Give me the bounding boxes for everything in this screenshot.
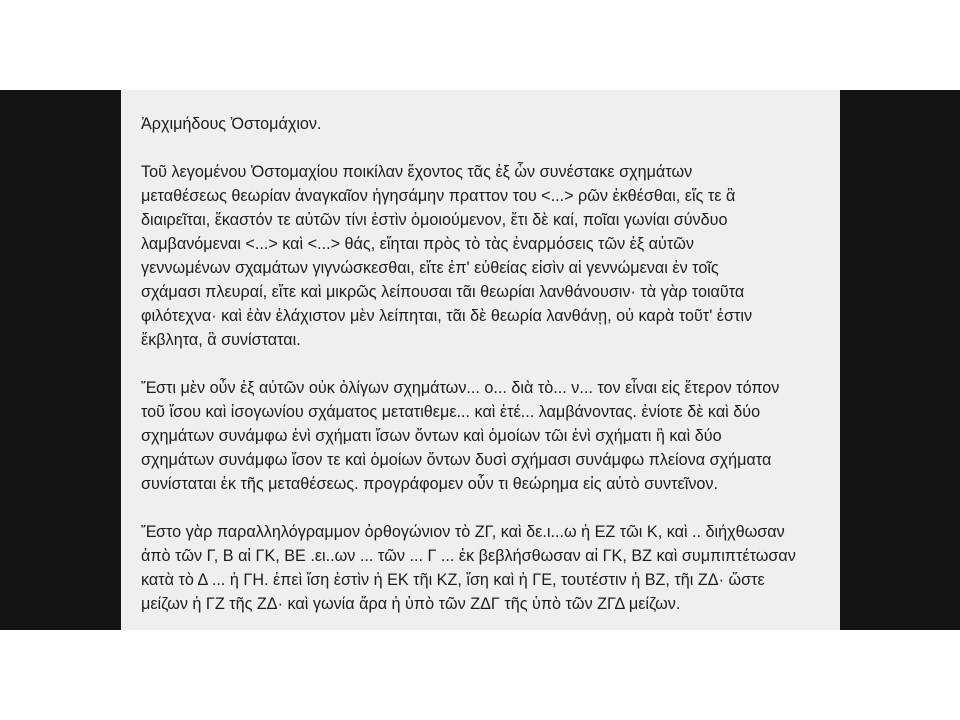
text-line: γεννωμένων σχαμάτων γιγνώσκεσθαι, εἴτε ἐπ' εὐθείας εἰσὶν αἱ γεννώμεναι ἐν τοῖς <box>141 259 719 277</box>
document-text <box>141 112 831 640</box>
text-line: τοῦ ἴσου καὶ ἰσογωνίου σχάματος μετατιθεμε... καὶ ἑτέ... λαμβάνοντας. ἐνίοτε δὲ καὶ δύο <box>141 403 761 421</box>
text-line: σχάμασι πλευραί, εἴτε καὶ μικρῶς λείπουσαι τᾶι θεωρίαι λανθάνουσιν· τὰ γὰρ τοιαῦτα <box>141 283 745 301</box>
text-line: λαμβανόμεναι <...> καὶ <...> θάς, εἴηται πρὸς τὸ τὰς ἐναρμόσεις τῶν ἐξ αὐτῶν <box>141 235 694 253</box>
text-line: σχημάτων συνάμφω ἑνὶ σχήματι ἴσων ὄντων καὶ ὁμοίων τῶι ἑνὶ σχήματι ἢ καὶ δύο <box>141 427 722 445</box>
text-line: Ἔστο γὰρ παραλληλόγραμμον ὀρθογώνιον τὸ ΖΓ, καὶ δε.ι...ω ἡ ΕΖ τῶι Κ, καὶ .. διήχθωσαν <box>141 523 785 541</box>
text-line: Τοῦ λεγομένου Ὀστομαχίου ποικίλαν ἔχοντος τᾶς ἐξ ὧν συνέστακε σχημάτων <box>141 163 693 181</box>
text-line: κατὰ τὸ Δ ... ἡ ΓΗ. ἐπεὶ ἴση ἐστὶν ἡ ΕΚ τῆι ΚΖ, ἴση καὶ ἡ ΓΕ, τουτέστιν ἡ ΒΖ, τῆι ΖΔ· ὥστε <box>141 571 765 589</box>
document-title: Ἀρχιμήδους Ὀστομάχιον. <box>141 115 322 133</box>
text-line: Ἔστι μὲν οὖν ἐξ αὐτῶν οὐκ ὀλίγων σχημάτων... ο... διὰ τὸ... ν... τον εἶναι εἰς ἕτερον τόπον <box>141 379 780 397</box>
document-page <box>121 90 840 630</box>
text-line: μείζων ἡ ΓΖ τῆς ΖΔ· καὶ γωνία ἄρα ἡ ὑπὸ τῶν ΖΔΓ τῆς ὑπὸ τῶν ΖΓΔ μείζων. <box>141 595 681 613</box>
text-line: φιλότεχνα· καὶ ἐὰν ἐλάχιστον μὲν λείπηται, τᾶι δὲ θεωρία λανθάνῃ, οὐ καρὰ τοῦτ' ἐστιν <box>141 307 753 325</box>
text-line: ἀπὸ τῶν Γ, Β αἱ ΓΚ, ΒΕ .ει..ων ... τῶν ... Γ ... ἐκ βεβλήσθωσαν αἱ ΓΚ, ΒΖ καὶ συμπιπτέτωσαν <box>141 547 796 565</box>
text-line: μεταθέσεως θεωρίαν ἀναγκαῖον ἡγησάμην πραττον του <...> ρῶν ἐκθέσθαι, εἴς τε ἃ <box>141 187 736 205</box>
text-line: ἔκβλητα, ἃ συνίσταται. <box>141 331 301 349</box>
paragraph <box>141 160 831 352</box>
paragraph <box>141 520 831 616</box>
text-line: συνίσταται ἐκ τῆς μεταθέσεως. προγράφομεν οὖν τι θεώρημα εἰς αὐτὸ συντεῖνον. <box>141 475 719 493</box>
text-line: διαιρεῖται, ἕκαστόν τε αὐτῶν τίνι ἐστὶν ὁμοιούμενον, ἔτι δὲ καί, ποῖαι γωνίαι σύνδυο <box>141 211 728 229</box>
paragraph <box>141 376 831 496</box>
text-line: σχημάτων συνάμφω ἴσον τε καὶ ὁμοίων ὄντων δυσὶ σχήμασι συνάμφω πλείονα σχήματα <box>141 451 772 469</box>
